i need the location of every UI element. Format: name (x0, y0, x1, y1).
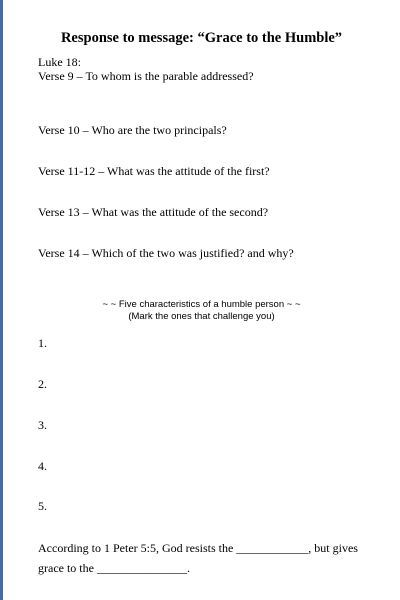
list-number-5: 5. (38, 499, 47, 513)
list-number-4: 4. (38, 459, 47, 473)
closing-line-1: According to 1 Peter 5:5, God resists the ____________, but gives (38, 541, 358, 555)
question-verse-13: Verse 13 – What was the attitude of the second? (38, 205, 269, 219)
list-number-2: 2. (38, 377, 47, 391)
document-page (3, 0, 400, 600)
question-verse-11-12: Verse 11-12 – What was the attitude of the first? (38, 164, 270, 178)
closing-line-2: grace to the _______________. (38, 561, 190, 575)
section-heading: ~ ~ Five characteristics of a humble person ~ ~ (102, 299, 301, 310)
scripture-reference: Luke 18: (38, 55, 81, 69)
question-verse-9: Verse 9 – To whom is the parable addressed? (38, 69, 254, 83)
question-verse-10: Verse 10 – Who are the two principals? (38, 123, 227, 137)
closing-question (38, 538, 378, 578)
question-verse-14: Verse 14 – Which of the two was justified? and why? (38, 246, 294, 260)
document-title: Response to message: “Grace to the Humble” (60, 30, 343, 46)
list-number-1: 1. (38, 336, 47, 350)
section-subheading: (Mark the ones that challenge you) (128, 311, 275, 322)
list-number-3: 3. (38, 418, 47, 432)
